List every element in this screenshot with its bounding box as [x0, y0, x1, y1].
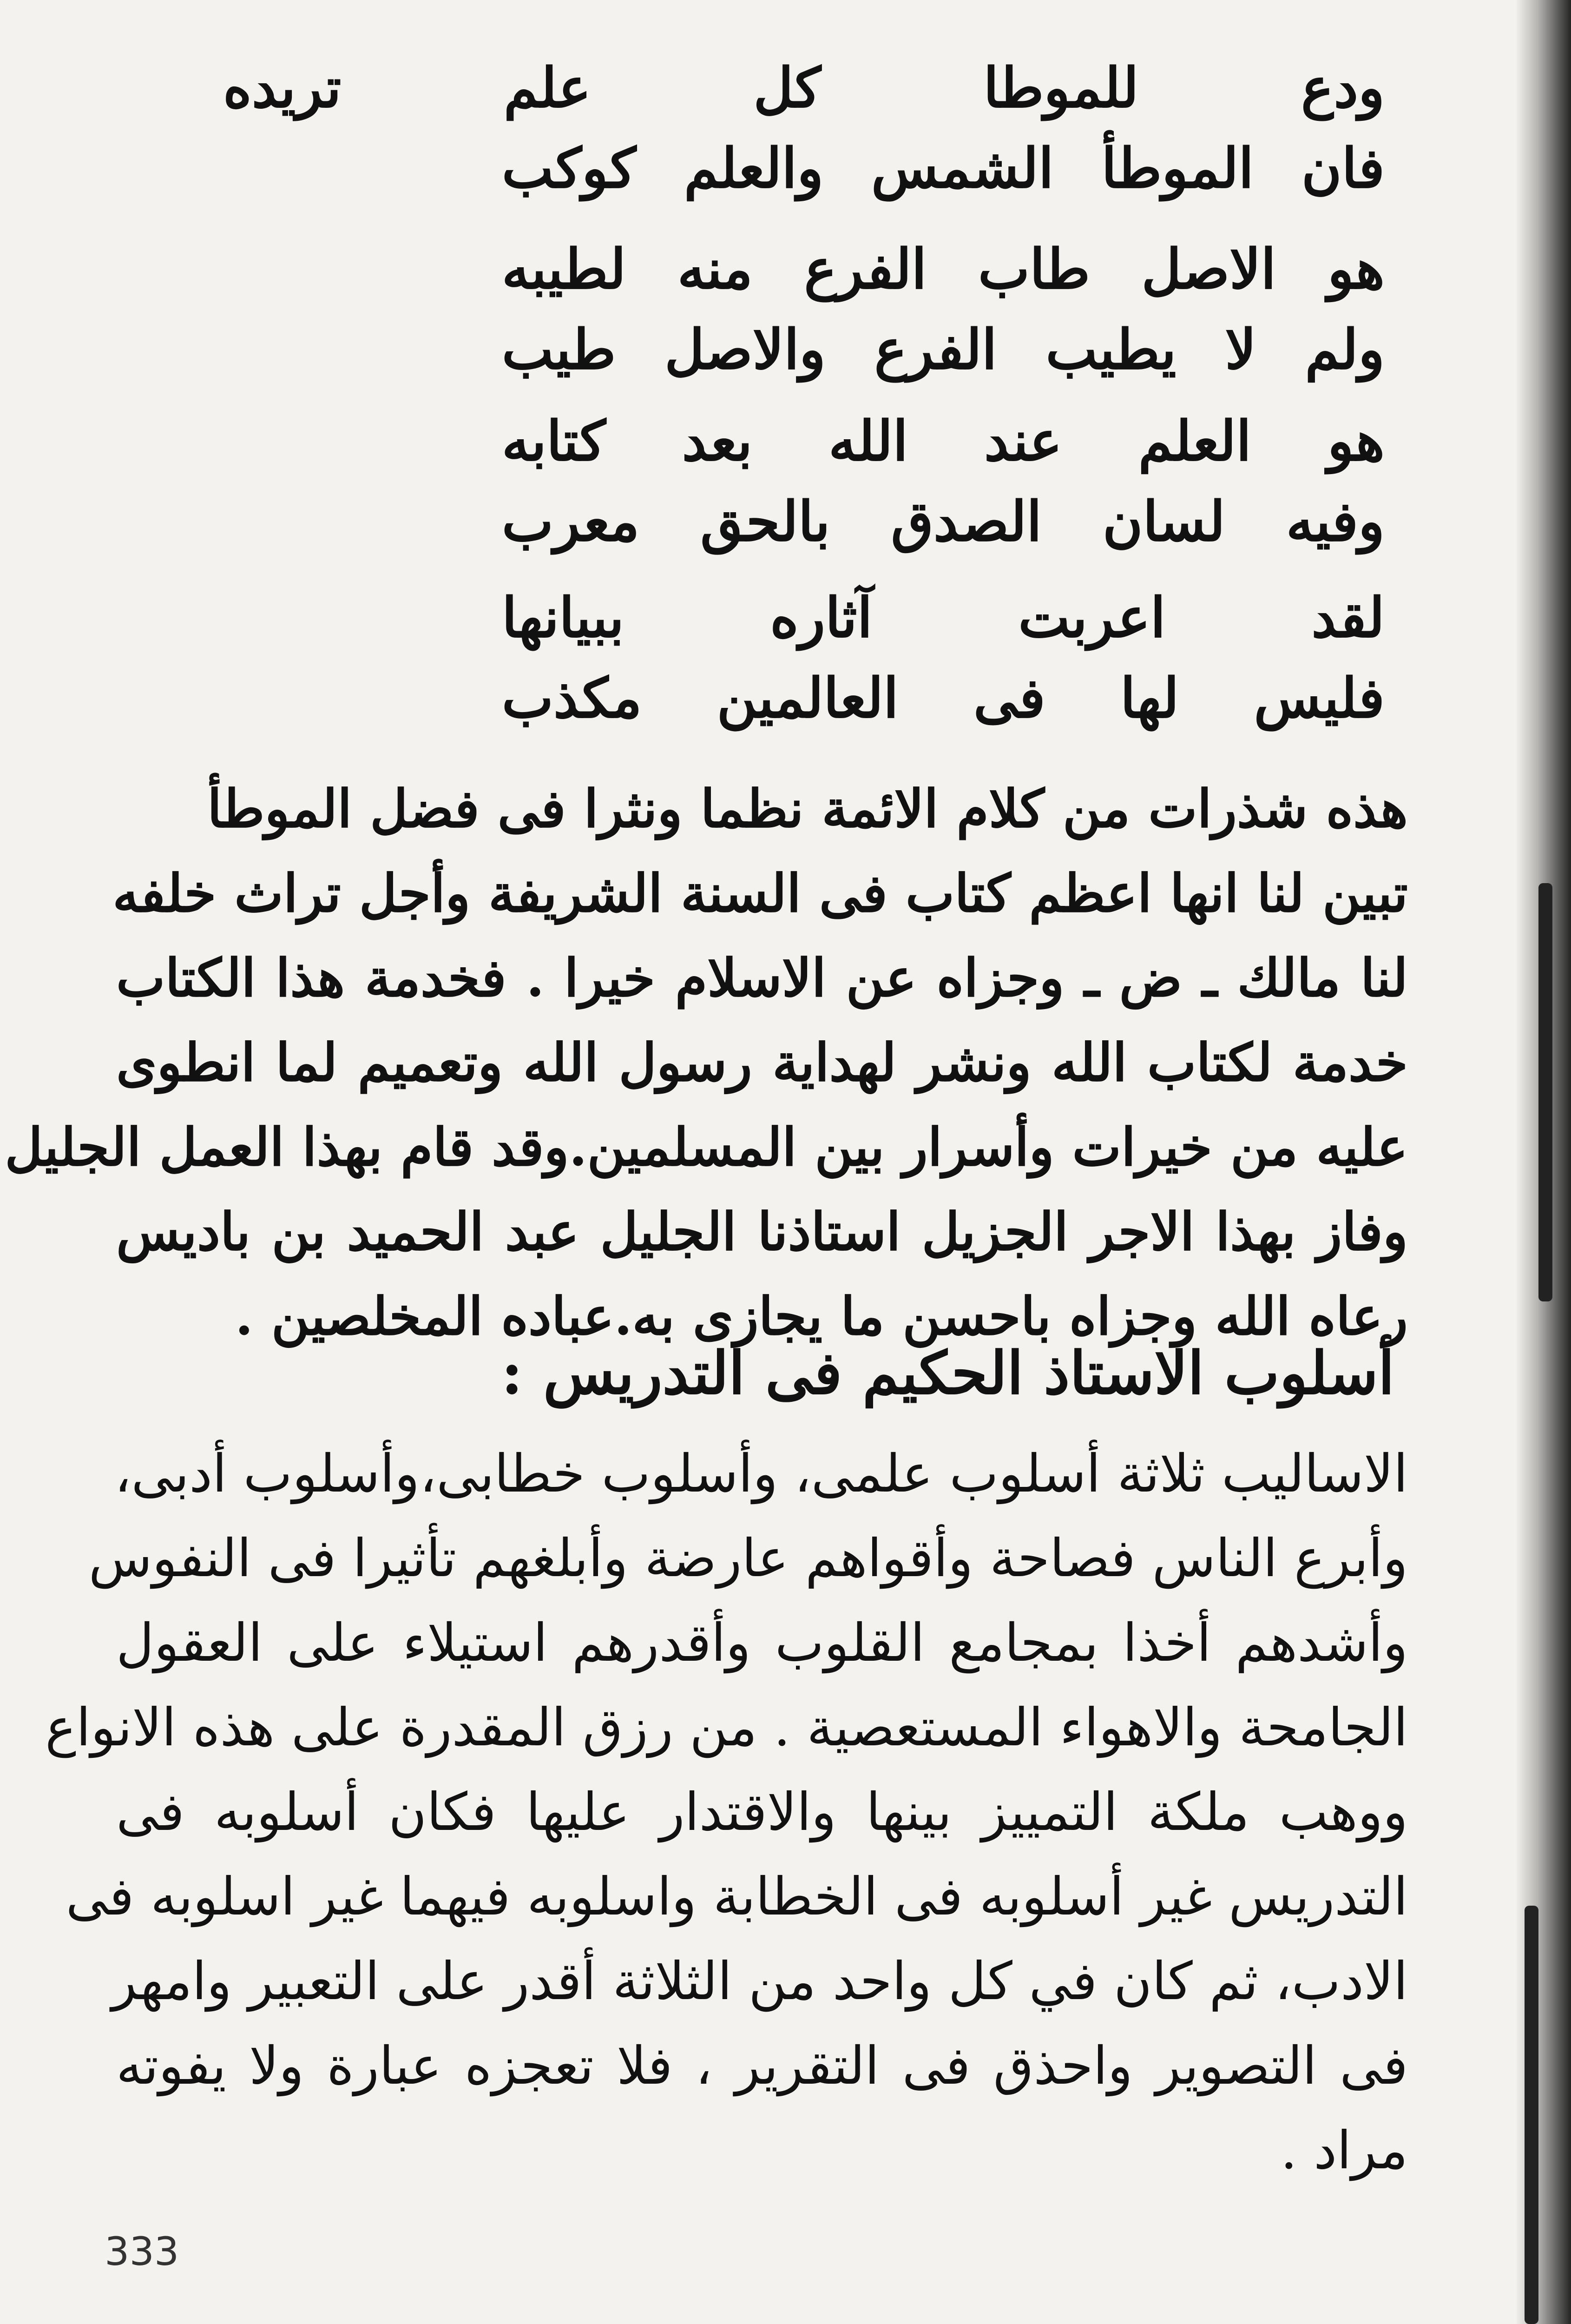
page-number: 333: [105, 2229, 179, 2274]
poem-hemistich-second: فليس لها فى العالمين مكذب: [502, 666, 1385, 730]
paragraph-line: وفاز بهذا الاجر الجزيل استاذنا الجليل عبد الحميد بن باديس: [116, 1202, 1408, 1262]
paragraph-line: وأشدهم أخذا بمجامع القلوب وأقدرهم استيلاء على العقول: [116, 1613, 1408, 1673]
poem-stanza: [195, 585, 1385, 730]
paragraph-line: هذه شذرات من كلام الائمة نظما ونثرا فى فضل الموطأ: [207, 779, 1408, 839]
poem-hemistich-first: هو العلم عند الله بعد كتابه: [502, 409, 1385, 473]
poem-stanza: [195, 409, 1385, 554]
poem-hemistich-second: فان الموطأ الشمس والعلم كوكب: [502, 136, 1385, 200]
paragraph-line: عليه من خيرات وأسرار بين المسلمين.وقد قام بهذا العمل الجليل: [5, 1117, 1408, 1178]
paragraph-line: الجامحة والاهواء المستعصية . من رزق المقدرة على هذه الانواع: [45, 1697, 1408, 1758]
paragraph-line: فى التصوير واحذق فى التقرير ، فلا تعجزه عبارة ولا يفوته: [116, 2036, 1408, 2096]
binding-mark: [1538, 883, 1552, 1301]
paragraph-line: الادب، ثم كان في كل واحد من الثلاثة أقدر على التعبير وامهر: [112, 1951, 1408, 2012]
poem-stanza: [195, 55, 1385, 200]
poem-hemistich-first: لقد اعربت آثاره ببيانها: [502, 585, 1385, 650]
poem-hemistich-first: هو الاصل طاب الفرع منه لطيبه: [502, 237, 1385, 301]
section-heading: أسلوب الاستاذ الحكيم فى التدريس :: [501, 1339, 1394, 1407]
poem-stanza: [195, 237, 1385, 382]
binding-mark: [1525, 1906, 1538, 2324]
paragraph-line: الاساليب ثلاثة أسلوب علمى، وأسلوب خطابى،وأسلوب أدبى،: [114, 1444, 1408, 1504]
poem-hemistich-second: ولم لا يطيب الفرع والاصل طيب: [502, 317, 1385, 382]
poem-hemistich-second: وفيه لسان الصدق بالحق معرب: [502, 489, 1385, 554]
paragraph-teaching-style: [45, 1444, 1408, 2209]
paragraph-line: ووهب ملكة التمييز بينها والاقتدار عليها فكان أسلوبه فى: [116, 1782, 1408, 1842]
paragraph-line: لنا مالك ـ ض ـ وجزاه عن الاسلام خيرا . فخدمة هذا الكتاب: [116, 948, 1408, 1009]
poem-hemistich-first: ودع للموطا كل علم تريده: [223, 55, 1385, 120]
paragraph-line: خدمة لكتاب الله ونشر لهداية رسول الله وتعميم لما انطوى: [116, 1032, 1408, 1093]
paragraph-muwatta: [5, 779, 1408, 1375]
paragraph-line: رعاه الله وجزاه باحسن ما يجازى به.عباده المخلصين .: [235, 1286, 1408, 1347]
paragraph-line: التدريس غير أسلوبه فى الخطابة واسلوبه فيهما غير اسلوبه فى: [66, 1867, 1408, 1927]
paragraph-line: وأبرع الناس فصاحة وأقواهم عارضة وأبلغهم تأثيرا فى النفوس: [88, 1528, 1408, 1589]
paragraph-line: مراد .: [1281, 2120, 1408, 2181]
paragraph-line: تبين لنا انها اعظم كتاب فى السنة الشريفة وأجل تراث خلفه: [112, 863, 1408, 924]
